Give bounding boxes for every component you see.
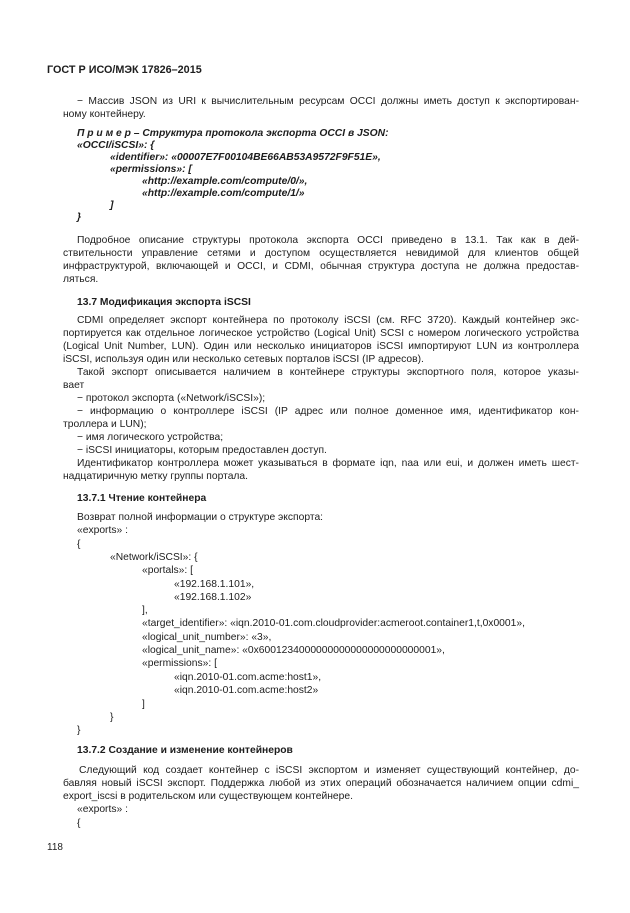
example-heading: П р и м е р – Структура протокола экспорта OCCI в JSON: (77, 128, 389, 139)
list-item: троллера и LUN); (63, 419, 147, 430)
example-code-line: «OCCI/iSCSI»: { (77, 140, 155, 151)
code-line: } (77, 725, 81, 736)
list-item: − информацию о контроллере iSCSI (IP адрес или полное доменное имя, идентификатор кон- (77, 406, 579, 417)
example-code-line: «http://example.com/compute/1/» (142, 188, 305, 199)
intro-line-2: ному контейнеру. (63, 109, 146, 120)
section-13-7-1-heading: 13.7.1 Чтение контейнера (77, 493, 207, 504)
code-line: «192.168.1.102» (174, 592, 252, 603)
code-line: ] (142, 699, 145, 710)
section-13-7-paragraph-line: iSCSI, используя один или несколько сетевых порталов iSCSI (IP адресов). (63, 354, 424, 365)
description-line: ствительности управление сетями и доступом осуществляется невидимой для клиентов общей (63, 248, 579, 259)
identifier-note-line: Идентификатор контроллера может указываться в формате iqn, naa или eui, и должен иметь шест- (77, 458, 579, 469)
code-line: «iqn.2010-01.com.acme:host2» (174, 685, 319, 696)
section-13-7-2-paragraph-line: export_iscsi в родительском или существующем контейнере. (63, 791, 353, 802)
section-13-7-2-heading: 13.7.2 Создание и изменение контейнеров (77, 745, 293, 756)
code-line: «192.168.1.101», (174, 579, 255, 590)
code-line: { (77, 818, 81, 829)
section-13-7-2-paragraph-line: Следующий код создает контейнер с iSCSI экспортом и изменяет существующий контейнер, до- (79, 765, 579, 776)
identifier-note-line: надцатиричную метку группы портала. (63, 471, 249, 482)
example-code-line: ] (110, 200, 114, 211)
code-line: «portals»: [ (142, 565, 193, 576)
code-line: «exports» : (77, 525, 128, 536)
code-line: «exports» : (77, 804, 128, 815)
list-item: − iSCSI инициаторы, которым предоставлен доступ. (77, 445, 327, 456)
section-13-7-1-intro: Возврат полной информации о структуре экспорта: (77, 512, 324, 523)
code-line: «iqn.2010-01.com.acme:host1», (174, 672, 322, 683)
code-line: «target_identifier»: «iqn.2010-01.com.cloudprovider:acmeroot.container1,t,0x0001», (142, 618, 525, 629)
code-line: } (110, 712, 114, 723)
code-line: { (77, 539, 81, 550)
section-13-7-2-paragraph-line: бавляя новый iSCSI экспорт. Поддержка любой из этих операций обозначается наличием опции cdmi_ (63, 778, 579, 789)
code-line: «logical_unit_number»: «3», (142, 632, 272, 643)
code-line: ], (142, 605, 148, 616)
example-code-line: «permissions»: [ (110, 164, 192, 175)
example-code-line: } (77, 212, 82, 223)
description-line: инфраструктурой, включающей и OCCI, и CDMI, обычная структура доступа не должна предостав- (63, 261, 579, 272)
description-line: Подробное описание структуры протокола экспорта OCCI приведено в 13.1. Так как в дей- (77, 235, 579, 246)
intro-line-1: − Массив JSON из URI к вычислительным ресурсам OCCI должны иметь доступ к экспортирован- (77, 96, 579, 107)
description-line: ляться. (63, 274, 99, 285)
code-line: «permissions»: [ (142, 658, 217, 669)
export-intro-line: вает (63, 380, 85, 391)
page-header-title: ГОСТ Р ИСО/МЭК 17826–2015 (47, 64, 202, 76)
section-13-7-heading: 13.7 Модификация экспорта iSCSI (77, 297, 251, 308)
page-number: 118 (47, 842, 63, 853)
export-intro-line: Такой экспорт описывается наличием в контейнере структуры экспортного поля, которое указы- (77, 367, 579, 378)
code-line: «logical_unit_name»: «0x6001234000000000000000000000001», (142, 645, 445, 656)
example-code-line: «identifier»: «00007E7F00104BE66AB53A9572F9F51E», (110, 152, 381, 163)
section-13-7-paragraph-line: портируется как отдельное логическое устройство (Logical Unit) SCSI с номером логического устройства (63, 328, 579, 339)
list-item: − имя логического устройства; (77, 432, 224, 443)
code-line: «Network/iSCSI»: { (110, 552, 198, 563)
list-item: − протокол экспорта («Network/iSCSI»); (77, 393, 266, 404)
example-code-line: «http://example.com/compute/0/», (142, 176, 308, 187)
section-13-7-paragraph-line: CDMI определяет экспорт контейнера по протоколу iSCSI (см. RFC 3720). Каждый контейнер экс- (77, 315, 579, 326)
section-13-7-paragraph-line: (Logical Unit Number, LUN). Один или несколько инициаторов iSCSI импортируют LUN из контроллера (63, 341, 579, 352)
